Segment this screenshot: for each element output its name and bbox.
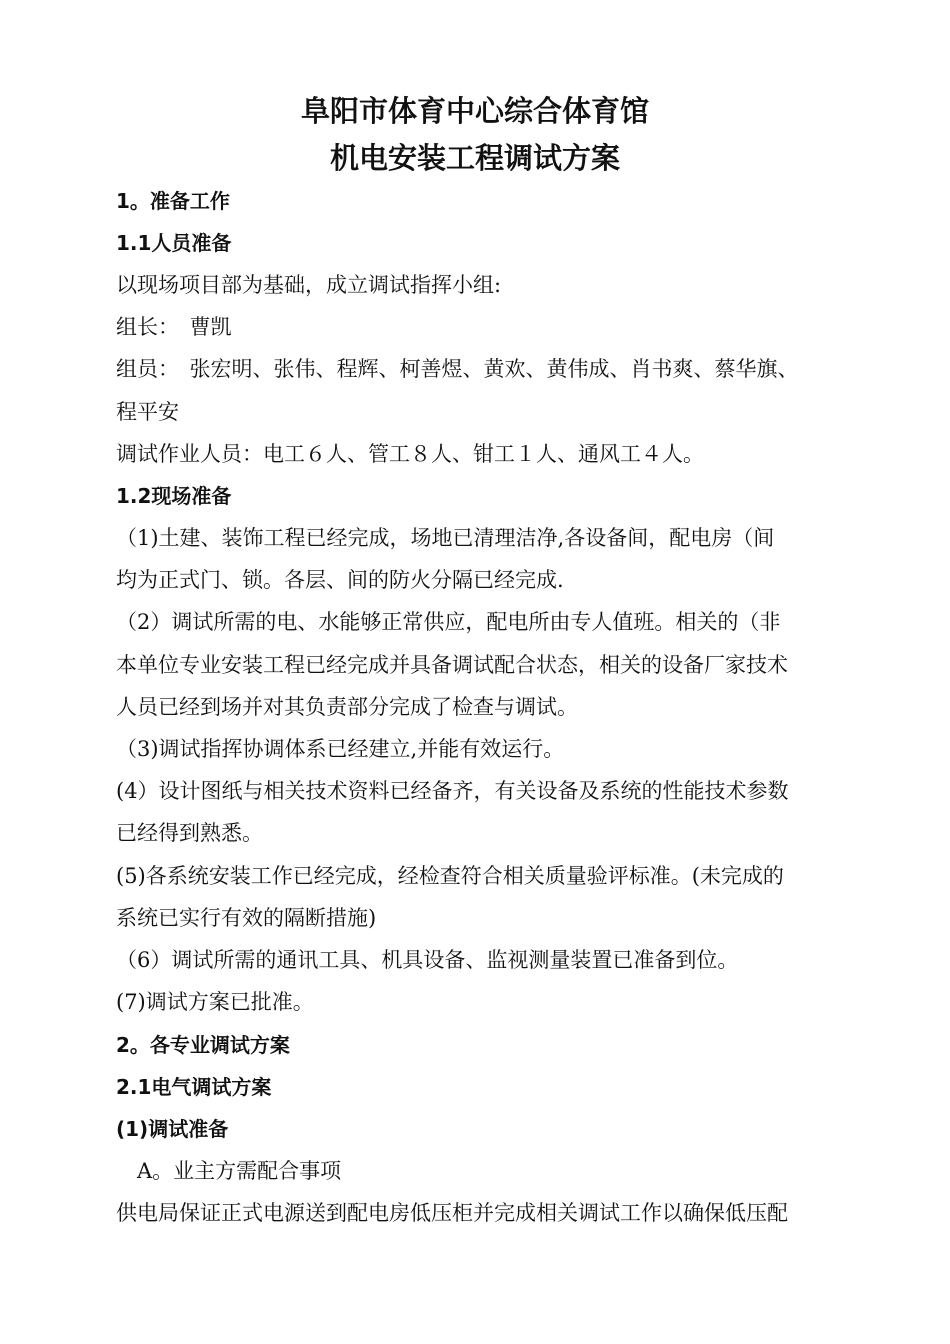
body-line: 系统已实行有效的隔断措施)	[116, 906, 377, 930]
body-line: (4）设计图纸与相关技术资料已经备齐，有关设备及系统的性能技术参数	[116, 779, 789, 803]
body-line: （2）调试所需的电、水能够正常供应，配电所由专人值班。相关的（非	[116, 610, 781, 634]
document-title-line2: 机电安装工程调试方案	[329, 141, 620, 175]
body-line: A。业主方需配合事项	[116, 1159, 342, 1183]
subsection-heading: 1.2现场准备	[116, 484, 232, 508]
body-line: 本单位专业安装工程已经完成并具备调试配合状态，相关的设备厂家技术	[116, 653, 788, 677]
body-line: （3)调试指挥协调体系已经建立,并能有效运行。	[116, 737, 565, 761]
body-line: 以现场项目部为基础，成立调试指挥小组:	[116, 273, 502, 297]
body-line: 人员已经到场并对其负责部分完成了检查与调试。	[116, 695, 578, 719]
body-line: （6）调试所需的通讯工具、机具设备、监视测量装置已准备到位。	[116, 948, 739, 972]
body-line: (7)调试方案已批准。	[116, 990, 314, 1014]
subsection-heading: 1.1人员准备	[116, 231, 232, 255]
section-heading: 1。准备工作	[116, 189, 230, 213]
section-heading: 2。各专业调试方案	[116, 1033, 290, 1057]
body-line: （1)土建、装饰工程已经完成，场地已清理洁净,各设备间，配电房（间	[116, 526, 775, 550]
body-line: 组员： 张宏明、张伟、程辉、柯善煜、黄欢、黄伟成、肖书爽、蔡华旗、	[116, 357, 799, 381]
body-line: 均为正式门、锁。各层、间的防火分隔已经完成.	[116, 568, 564, 592]
body-line: 供电局保证正式电源送到配电房低压柜并完成相关调试工作以确保低压配	[116, 1201, 788, 1225]
document-title-line1: 阜阳市体育中心综合体育馆	[300, 94, 649, 128]
body-line: (5)各系统安装工作已经完成，经检查符合相关质量验评标准。(未完成的	[116, 864, 784, 888]
body-line: 调试作业人员：电工６人、管工８人、钳工１人、通风工４人。	[116, 442, 704, 466]
body-line: 组长： 曹凯	[116, 315, 232, 339]
body-line: 程平安	[116, 400, 179, 424]
body-line: 已经得到熟悉。	[116, 821, 263, 845]
subsection-heading: (1)调试准备	[116, 1117, 229, 1141]
subsection-heading: 2.1电气调试方案	[116, 1075, 272, 1099]
